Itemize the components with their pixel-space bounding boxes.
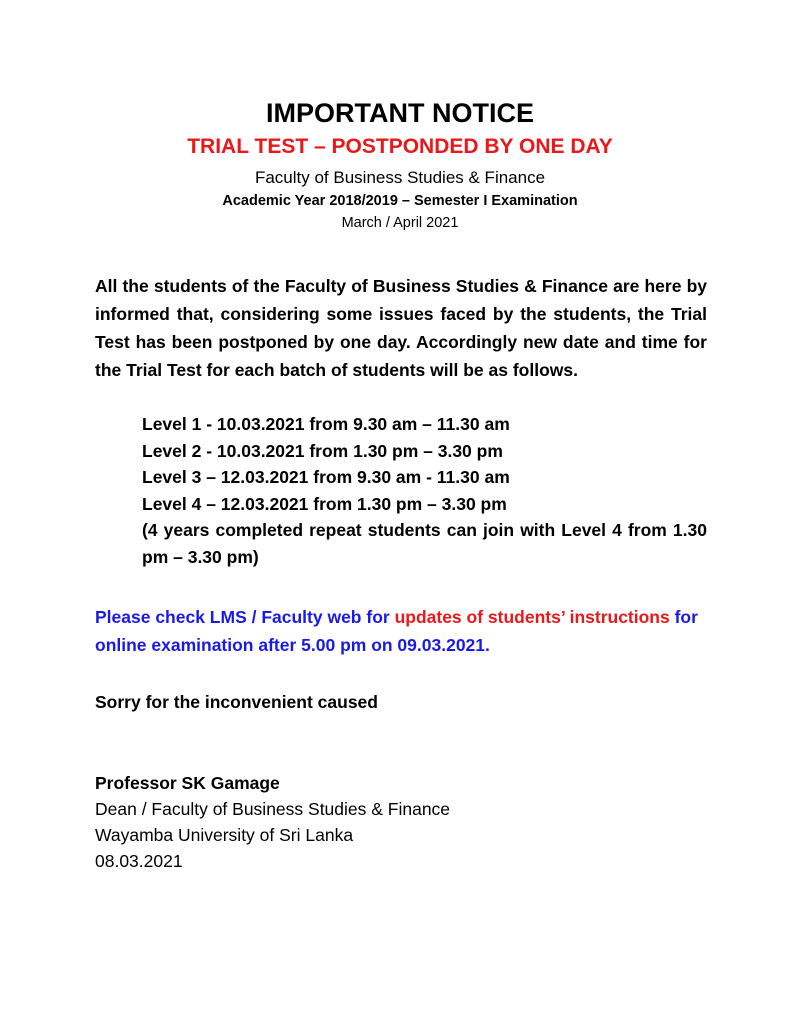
body-paragraph: All the students of the Faculty of Business Studies & Finance are here by informed that, considering some issues faced by the students, the Trial Test has been postponed by one day. Accordingly new date and time for the Trial Test for each batch of students will be as follows. <box>95 276 707 380</box>
lms-notice-part1: Please check LMS / Faculty web for <box>95 607 395 627</box>
signatory-name: Professor SK Gamage <box>95 773 280 793</box>
repeat-students-note: (4 years completed repeat students can join with Level 4 from 1.30 pm – 3.30 pm) <box>142 520 707 567</box>
level-2-schedule: Level 2 - 10.03.2021 from 1.30 pm – 3.30 pm <box>142 440 503 461</box>
signatory-institution: Wayamba University of Sri Lanka <box>95 825 354 845</box>
closing-apology: Sorry for the inconvenient caused <box>95 692 378 712</box>
notice-header <box>0 95 800 234</box>
level-1-schedule: Level 1 - 10.03.2021 from 9.30 am – 11.30 am <box>142 414 510 434</box>
academic-year: Academic Year 2018/2019 – Semester I Examination <box>222 193 578 209</box>
level-4-schedule: Level 4 – 12.03.2021 from 1.30 pm – 3.30 pm <box>142 493 507 514</box>
signatory-position: Dean / Faculty of Business Studies & Finance <box>95 799 451 819</box>
lms-notice-part3: for online examination after 5.00 pm on 09.03.2021. <box>95 607 698 655</box>
notice-subtitle: TRIAL TEST – POSTPONDED BY ONE DAY <box>187 135 613 158</box>
faculty-name: Faculty of Business Studies & Finance <box>254 168 546 187</box>
exam-period: March / April 2021 <box>341 215 459 231</box>
lms-notice-part2: updates of students’ instructions <box>394 607 670 627</box>
notice-title: IMPORTANT NOTICE <box>266 98 534 128</box>
signature-block <box>95 770 450 874</box>
signature-date: 08.03.2021 <box>95 851 183 871</box>
level-schedule-list <box>142 411 707 570</box>
lms-notice <box>95 603 707 659</box>
level-3-schedule: Level 3 – 12.03.2021 from 9.30 am - 11.30 am <box>142 467 510 487</box>
